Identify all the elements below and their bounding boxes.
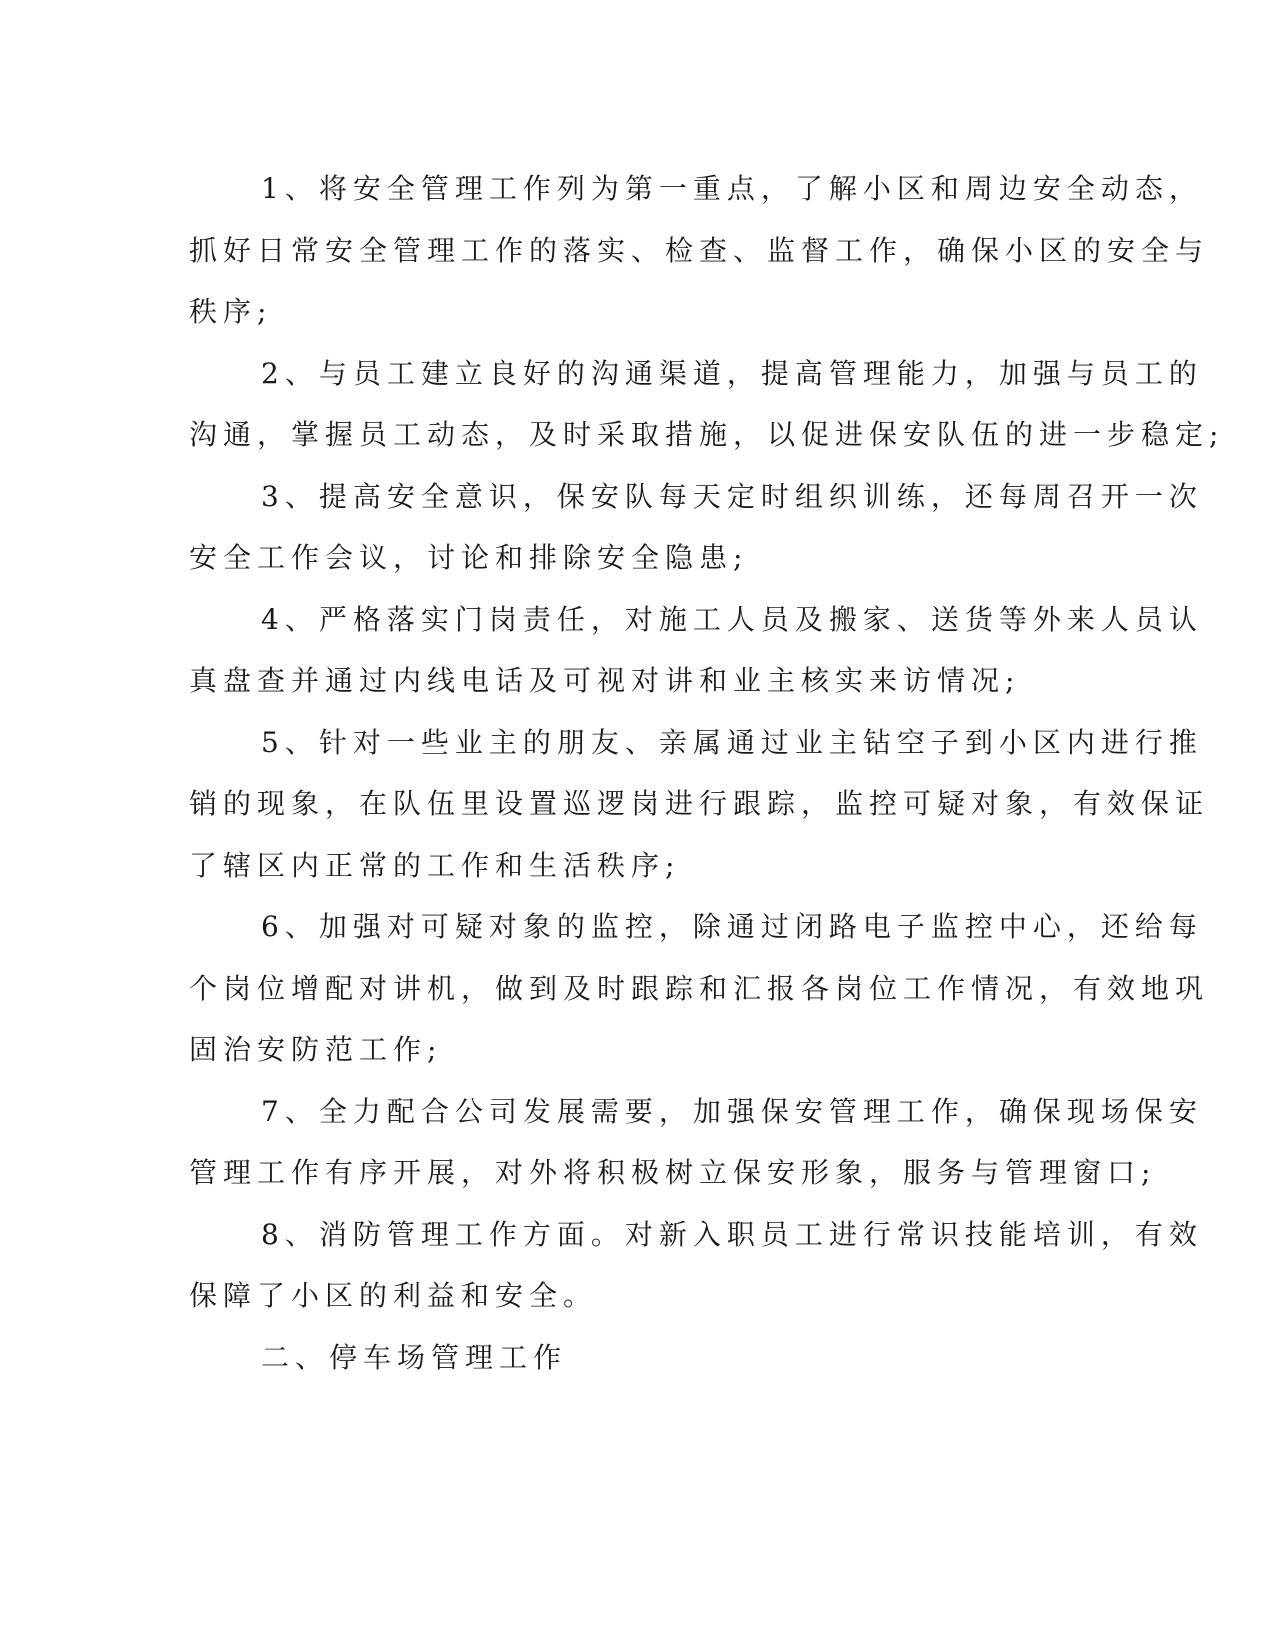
paragraph-2-line-1: 2、与员工建立良好的沟通渠道，提高管理能力，加强与员工的 — [261, 356, 1203, 390]
paragraph-4-line-2: 真盘查并通过内线电话及可视对讲和业主核实来访情况; — [189, 664, 1021, 697]
paragraph-5-line-3: 了辖区内正常的工作和生活秩序; — [189, 848, 681, 882]
paragraph-5-line-2: 销的现象，在队伍里设置巡逻岗进行跟踪，监控可疑对象，有效保证 — [189, 787, 1210, 820]
paragraph-3-line-2: 安全工作会议，讨论和排除安全隐患; — [189, 541, 749, 574]
document-body — [189, 158, 1225, 1388]
section-heading-parking: 二、停车场管理工作 — [261, 1340, 568, 1374]
paragraph-6-line-2: 个岗位增配对讲机，做到及时跟踪和汇报各岗位工作情况，有效地巩 — [189, 971, 1210, 1005]
paragraph-7-line-1: 7、全力配合公司发展需要，加强保安管理工作，确保现场保安 — [261, 1094, 1203, 1128]
paragraph-1-line-2: 抓好日常安全管理工作的落实、检查、监督工作，确保小区的安全与 — [189, 233, 1210, 267]
paragraph-6-line-3: 固治安防范工作; — [189, 1033, 443, 1066]
paragraph-1-line-3: 秩序; — [189, 295, 273, 328]
paragraph-6-line-1: 6、加强对可疑对象的监控，除通过闭路电子监控中心，还给每 — [261, 910, 1203, 943]
paragraph-1-line-1: 1、将安全管理工作列为第一重点，了解小区和周边安全动态， — [261, 172, 1203, 205]
paragraph-5-line-1: 5、针对一些业主的朋友、亲属通过业主钻空子到小区内进行推 — [261, 725, 1203, 759]
paragraph-8-line-2: 保障了小区的利益和安全。 — [189, 1279, 598, 1312]
paragraph-7-line-2: 管理工作有序开展，对外将积极树立保安形象，服务与管理窗口; — [189, 1156, 1157, 1189]
paragraph-8-line-1: 8、消防管理工作方面。对新入职员工进行常识技能培训，有效 — [261, 1217, 1203, 1251]
paragraph-3-line-1: 3、提高安全意识，保安队每天定时组织训练，还每周召开一次 — [261, 479, 1203, 513]
paragraph-2-line-2: 沟通，掌握员工动态，及时采取措施，以促进保安队伍的进一步稳定; — [189, 418, 1225, 451]
paragraph-4-line-1: 4、严格落实门岗责任，对施工人员及搬家、送货等外来人员认 — [261, 602, 1203, 636]
